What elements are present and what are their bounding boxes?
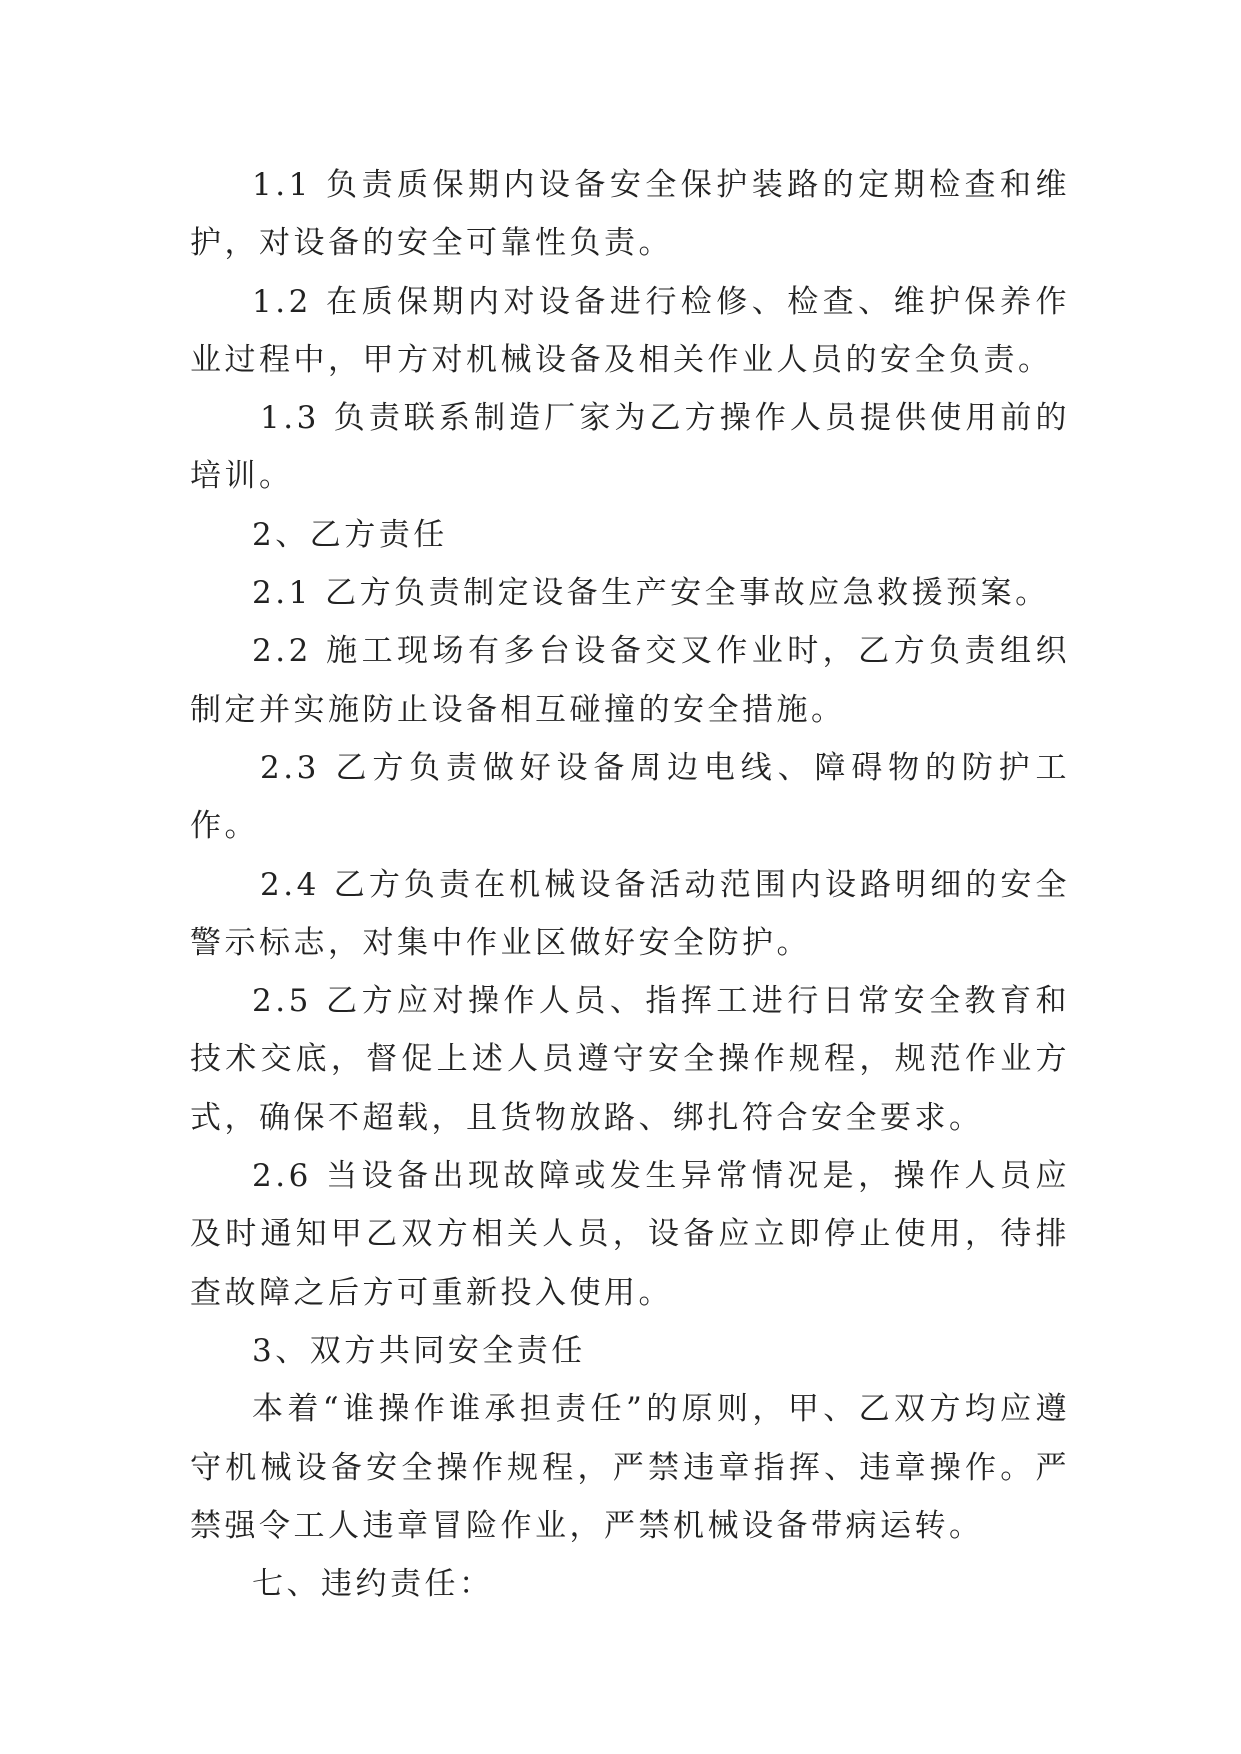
paragraph-2-2: 2.2 施工现场有多台设备交叉作业时，乙方负责组织制定并实施防止设备相互碰撞的安全措施。 [190, 633, 1070, 728]
section-heading-7: 七、违约责任： [252, 1566, 494, 1603]
paragraph-1-2: 1.2 在质保期内对设备进行检修、检查、维护保养作业过程中，甲方对机械设备及相关作业人员的安全负责。 [190, 283, 1070, 378]
paragraph-2-3: 2.3 乙方负责做好设备周边电线、障碍物的防护工作。 [190, 749, 1070, 845]
paragraph-2-4: 2.4 乙方负责在机械设备活动范围内设路明细的安全警示标志，对集中作业区做好安全防护。 [190, 866, 1070, 961]
section-heading-3: 3、双方共同安全责任 [252, 1332, 586, 1369]
section-heading-2: 2、乙方责任 [252, 516, 448, 553]
paragraph-2-1: 2.1 乙方负责制定设备生产安全事故应急救援预案。 [252, 575, 1050, 612]
paragraph-2-5: 2.5 乙方应对操作人员、指挥工进行日常安全教育和技术交底，督促上述人员遵守安全操作规程，规范作业方式，确保不超载，且货物放路、绑扎符合安全要求。 [190, 983, 1070, 1136]
document-body [190, 156, 1070, 1613]
paragraph-1-1: 1.1 负责质保期内设备安全保护装路的定期检查和维护，对设备的安全可靠性负责。 [190, 167, 1070, 262]
paragraph-1-3: 1.3 负责联系制造厂家为乙方操作人员提供使用前的培训。 [190, 400, 1070, 495]
paragraph-3-body: 本着“谁操作谁承担责任”的原则，甲、乙双方均应遵守机械设备安全操作规程，严禁违章指挥、违章操作。严禁强令工人违章冒险作业，严禁机械设备带病运转。 [190, 1391, 1070, 1544]
paragraph-2-6: 2.6 当设备出现故障或发生异常情况是，操作人员应及时通知甲乙双方相关人员，设备应立即停止使用，待排查故障之后方可重新投入使用。 [190, 1158, 1070, 1311]
